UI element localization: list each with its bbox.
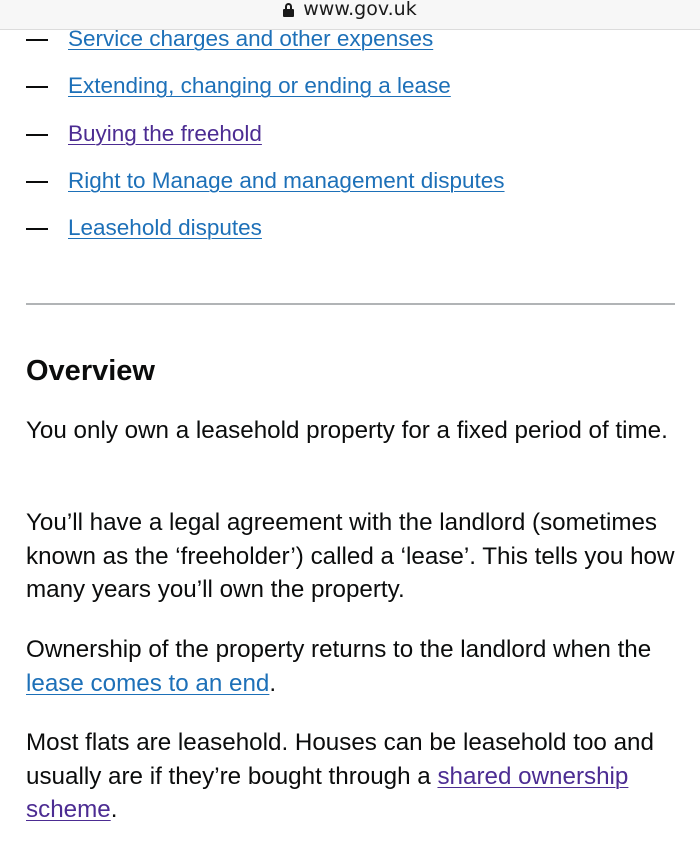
paragraph-text: Ownership of the property returns to the landlord when the [26, 636, 652, 663]
paragraph-flats-leasehold [26, 726, 686, 827]
section-divider [26, 303, 675, 305]
paragraph-fixed-period: You only own a leasehold property for a fixed period of time. [26, 417, 668, 444]
lock-icon [283, 3, 294, 16]
dash-bullet [26, 86, 48, 88]
paragraph-text: Most flats are leasehold. Houses can be leasehold too and usually are if they’re bought through a [26, 729, 654, 790]
url-display[interactable] [0, 0, 700, 20]
contents-link-buying-freehold[interactable]: Buying the freehold [68, 120, 262, 146]
contents-link-service-charges[interactable]: Service charges and other expenses [68, 26, 434, 51]
shared-ownership-scheme-link[interactable]: shared ownership scheme [26, 762, 629, 823]
paragraph-ownership-returns [26, 633, 686, 700]
dash-bullet [26, 181, 48, 183]
paragraph-text: . [269, 669, 277, 697]
paragraph-legal-agreement: You’ll have a legal agreement with the landlord (sometimes known as the ‘freeholder’) called a ‘lease’. This tells you how many years you’ll own the property. [26, 509, 675, 603]
contents-link-extending-lease[interactable]: Extending, changing or ending a lease [68, 73, 451, 99]
url-text: www.gov.uk [303, 0, 417, 20]
paragraph-text: . [110, 796, 118, 823]
lease-comes-to-an-end-link[interactable]: lease comes to an end [26, 669, 270, 697]
contents-link-leasehold-disputes[interactable]: Leasehold disputes [68, 215, 262, 241]
dash-bullet [26, 134, 48, 136]
contents-link-right-to-manage[interactable]: Right to Manage and management disputes [68, 167, 505, 193]
dash-bullet [26, 39, 48, 41]
dash-bullet [26, 228, 48, 230]
page-heading: Overview [26, 355, 155, 387]
